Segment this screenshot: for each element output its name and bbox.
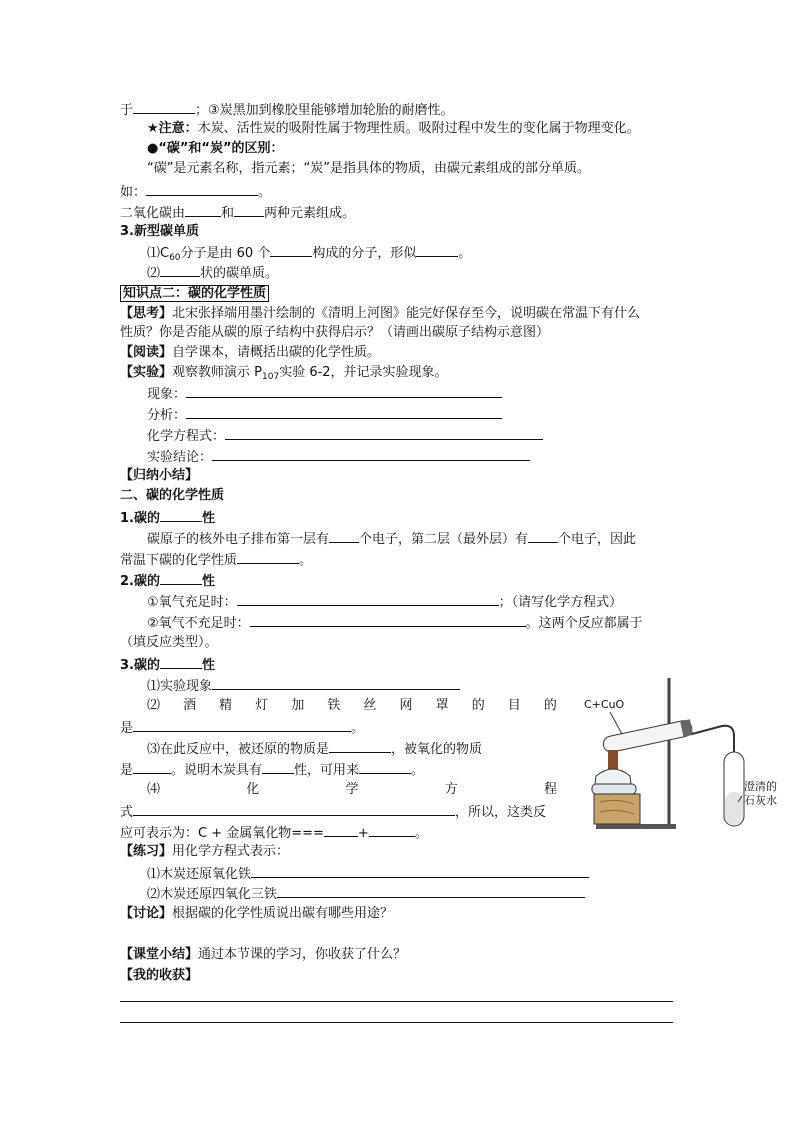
fill-blank[interactable] — [277, 884, 585, 898]
text-line: 式 ，所以，这类反 — [120, 802, 546, 822]
label-c-cuo: C+CuO — [584, 698, 625, 711]
text-line: 【课堂小结】通过本节课的学习，你收获了什么？ — [120, 947, 407, 962]
fill-blank[interactable] — [185, 203, 221, 217]
apparatus-diagram — [572, 672, 788, 832]
text-line: 是 。 — [120, 718, 364, 738]
fill-blank[interactable] — [324, 823, 358, 837]
fill-blank[interactable] — [234, 203, 264, 217]
label-limewater: 石灰水 — [744, 794, 777, 807]
text-line: 应可表示为：C + 金属氧化物=== + 。 — [120, 823, 428, 843]
answer-line[interactable] — [120, 1022, 673, 1023]
text-line: 常温下碳的化学性质 。 — [120, 550, 312, 570]
fill-blank[interactable] — [133, 760, 171, 774]
text-line: 化学方程式： — [147, 426, 543, 446]
fill-blank[interactable] — [251, 864, 589, 878]
text-line: ⑵ 状的碳单质。 — [147, 263, 278, 283]
text-line: 【思考】北宋张择端用墨汁绘制的《清明上河图》能完好保存至今，说明碳在常温下有什么 — [120, 306, 641, 321]
text-line: $⑴C_{60}$分子是由 60 个 构成的分子，形似 。 — [147, 243, 471, 267]
text-line: 于 ；③炭黑加到橡胶里能够增加轮胎的耐磨性。 — [120, 100, 454, 120]
fill-blank[interactable] — [270, 243, 312, 257]
fill-blank[interactable] — [329, 739, 391, 753]
heading-carbon-diff: ●“碳”和“炭”的区别： — [147, 141, 284, 156]
fill-blank[interactable] — [133, 100, 195, 114]
text-line: 如： 。 — [120, 182, 271, 202]
fill-blank[interactable] — [186, 384, 502, 398]
fill-blank[interactable] — [237, 592, 499, 606]
section-heading: 【我的收获】 — [120, 968, 199, 983]
knowledge-point-heading: 知识点二：碳的化学性质 — [120, 285, 269, 303]
fill-blank[interactable] — [416, 243, 458, 257]
note-line: ★注意：木炭、活性炭的吸附性属于物理性质。吸附过程中发生的变化属于物理变化。 — [147, 121, 640, 136]
text-line: 是 。说明木炭具有 性，可用来 。 — [120, 760, 424, 780]
fill-blank[interactable] — [359, 760, 411, 774]
text-line: ②氧气不充足时： 。这两个反应都属于 — [147, 613, 643, 633]
fill-blank[interactable] — [250, 613, 526, 627]
fill-blank[interactable] — [237, 550, 299, 564]
fill-blank[interactable] — [146, 182, 258, 196]
justified-line: ⑵ 酒 精 灯 加 铁 丝 网 罩 的 目 的 — [147, 698, 557, 713]
answer-line[interactable] — [120, 1001, 673, 1002]
text-line: ①氧气充足时： ；（请写化学方程式） — [147, 592, 622, 612]
fill-blank[interactable] — [262, 760, 294, 774]
text-line: 碳原子的核外电子排布第一层有 个电子，第二层（最外层）有 个电子，因此 — [147, 529, 636, 549]
section-heading: 二、碳的化学性质 — [120, 488, 225, 503]
stand-base — [596, 824, 676, 829]
apparatus-figure — [572, 672, 788, 832]
text-line: 二氧化碳由 和 两种元素组成。 — [120, 203, 355, 223]
fill-blank[interactable] — [225, 426, 543, 440]
fill-blank[interactable] — [212, 447, 530, 461]
fill-blank[interactable] — [160, 263, 200, 277]
fill-blank[interactable] — [186, 405, 502, 419]
wooden-block — [594, 794, 640, 824]
label-clear: 澄清的 — [744, 780, 777, 793]
text-line: 现象： — [147, 384, 502, 404]
section-heading: 【归纳小结】 — [120, 468, 199, 483]
fill-blank[interactable] — [133, 802, 455, 816]
text-line: “碳”是元素名称，指元素；“炭”是指具体的物质，由碳元素组成的部分单质。 — [147, 161, 590, 176]
justified-line: ⑷ 化 学 方 程 — [147, 782, 557, 797]
text-line: 【阅读】自学课本，请概括出碳的化学性质。 — [120, 345, 381, 360]
test-tube — [602, 719, 693, 753]
text-line: ⑶在此反应中，被还原的物质是 ，被氧化的物质 — [147, 739, 482, 759]
section-heading: 2.碳的 性 — [120, 571, 215, 591]
text-line: （填反应类型）。 — [120, 635, 218, 650]
lamp-body — [592, 784, 636, 794]
fill-blank[interactable] — [160, 655, 202, 669]
section-heading: 3.碳的 性 — [120, 655, 215, 675]
text-line: ⑴木炭还原氧化铁 — [147, 864, 589, 884]
text-line: 性质？你是否能从碳的原子结构中获得启示？（请画出碳原子结构示意图） — [120, 325, 550, 340]
fill-blank[interactable] — [329, 529, 359, 543]
text-line: ⑴实验现象 — [147, 676, 460, 696]
text-line: ⑵木炭还原四氧化三铁 — [147, 884, 585, 904]
text-line: 实验结论： — [147, 447, 530, 467]
fill-blank[interactable] — [160, 508, 202, 522]
text-line: 分析： — [147, 405, 502, 425]
text-line: 【实验】观察教师演示 $P_{107}$实验 6-2，并记录实验现象。 — [120, 365, 448, 382]
text-line: 【讨论】根据碳的化学性质说出碳有哪些用途？ — [120, 906, 394, 921]
fill-blank[interactable] — [528, 529, 558, 543]
section-heading: 3.新型碳单质 — [120, 224, 199, 239]
fill-blank[interactable] — [133, 718, 351, 732]
text-line: 【练习】用化学方程式表示： — [120, 844, 290, 859]
lime-water — [725, 792, 743, 825]
fill-blank[interactable] — [212, 676, 460, 690]
fill-blank[interactable] — [369, 823, 415, 837]
fill-blank[interactable] — [160, 571, 202, 585]
section-heading: 1.碳的 性 — [120, 508, 215, 528]
label-leader — [610, 712, 622, 734]
